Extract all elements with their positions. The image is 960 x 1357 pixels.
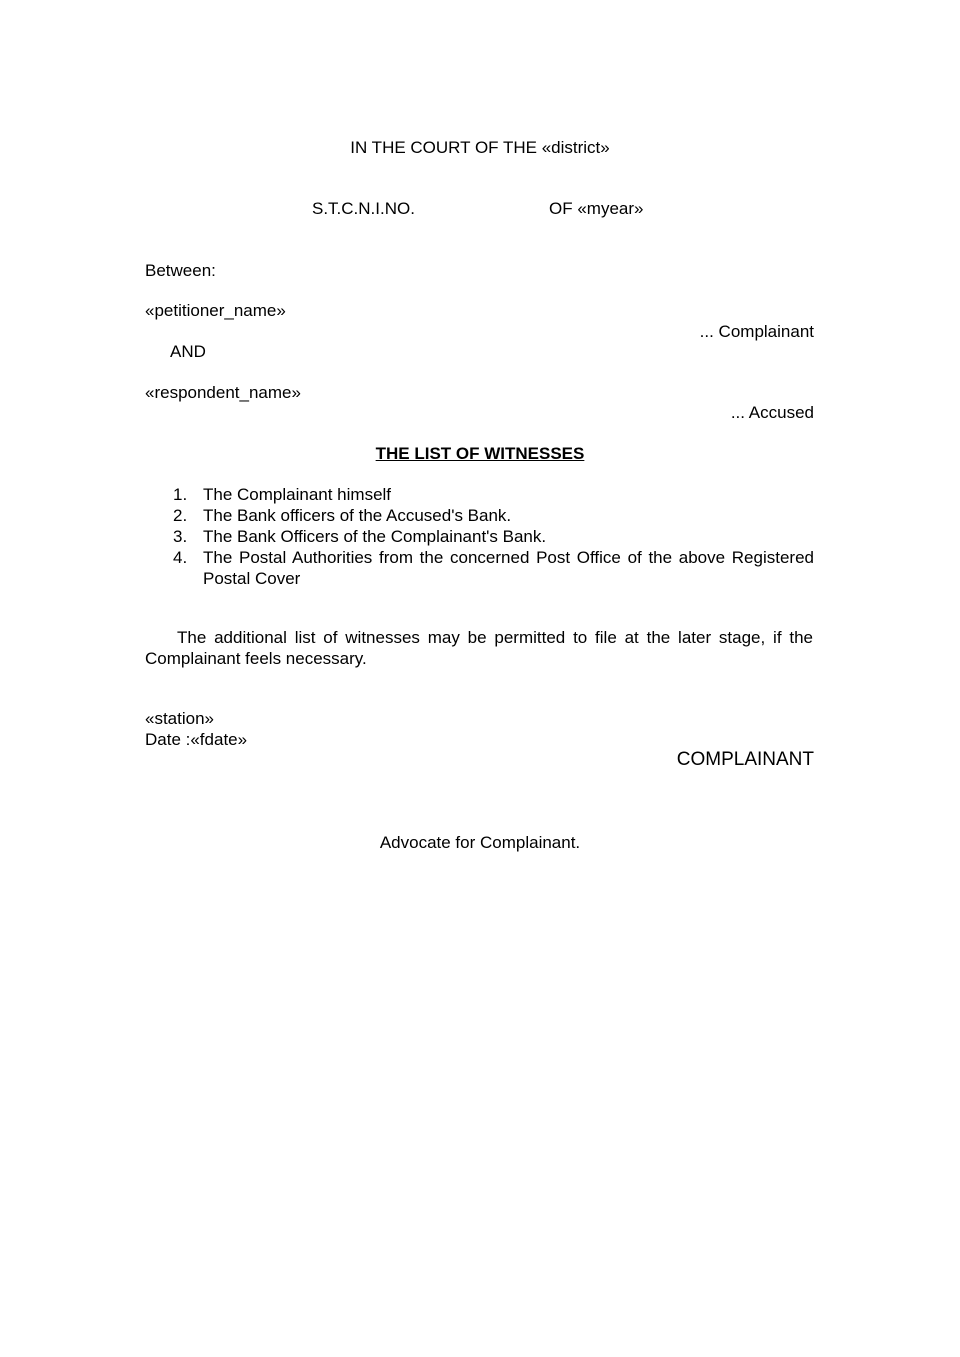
respondent-name: «respondent_name» <box>145 383 301 402</box>
witness-item <box>145 505 814 526</box>
respondent-role: ... Accused <box>730 403 814 422</box>
witness-item <box>145 547 814 589</box>
advocate-signature: Advocate for Complainant. <box>379 833 581 852</box>
complainant-signature: COMPLAINANT <box>676 749 814 770</box>
witness-text: The Bank officers of the Accused's Bank. <box>203 506 512 525</box>
and-label: AND <box>170 342 206 361</box>
witness-list-heading: THE LIST OF WITNESSES <box>375 444 585 463</box>
witness-item <box>145 526 814 547</box>
witness-text: The Postal Authorities from the concerned Post Office of the above Registered Postal Cover <box>203 548 814 588</box>
witness-number: 4. <box>173 548 188 567</box>
witness-number: 3. <box>173 527 188 546</box>
case-year: OF «myear» <box>549 199 644 218</box>
between-label: Between: <box>145 261 216 280</box>
petitioner-role: ... Complainant <box>699 322 814 341</box>
petitioner-name: «petitioner_name» <box>145 301 286 320</box>
witness-number: 2. <box>173 506 188 525</box>
witness-text: The Complainant himself <box>203 485 392 504</box>
additional-witnesses-note: The additional list of witnesses may be permitted to file at the later stage, if the Complainant feels necessary. <box>145 628 813 668</box>
witness-number: 1. <box>173 485 188 504</box>
witness-list <box>145 484 814 589</box>
witness-item <box>145 484 814 505</box>
station: «station» <box>145 709 214 728</box>
witness-text: The Bank Officers of the Complainant's Bank. <box>203 527 547 546</box>
date-line: Date :«fdate» <box>145 730 248 749</box>
case-number: S.T.C.N.I.NO. <box>312 199 415 218</box>
court-title: IN THE COURT OF THE «district» <box>350 138 610 157</box>
